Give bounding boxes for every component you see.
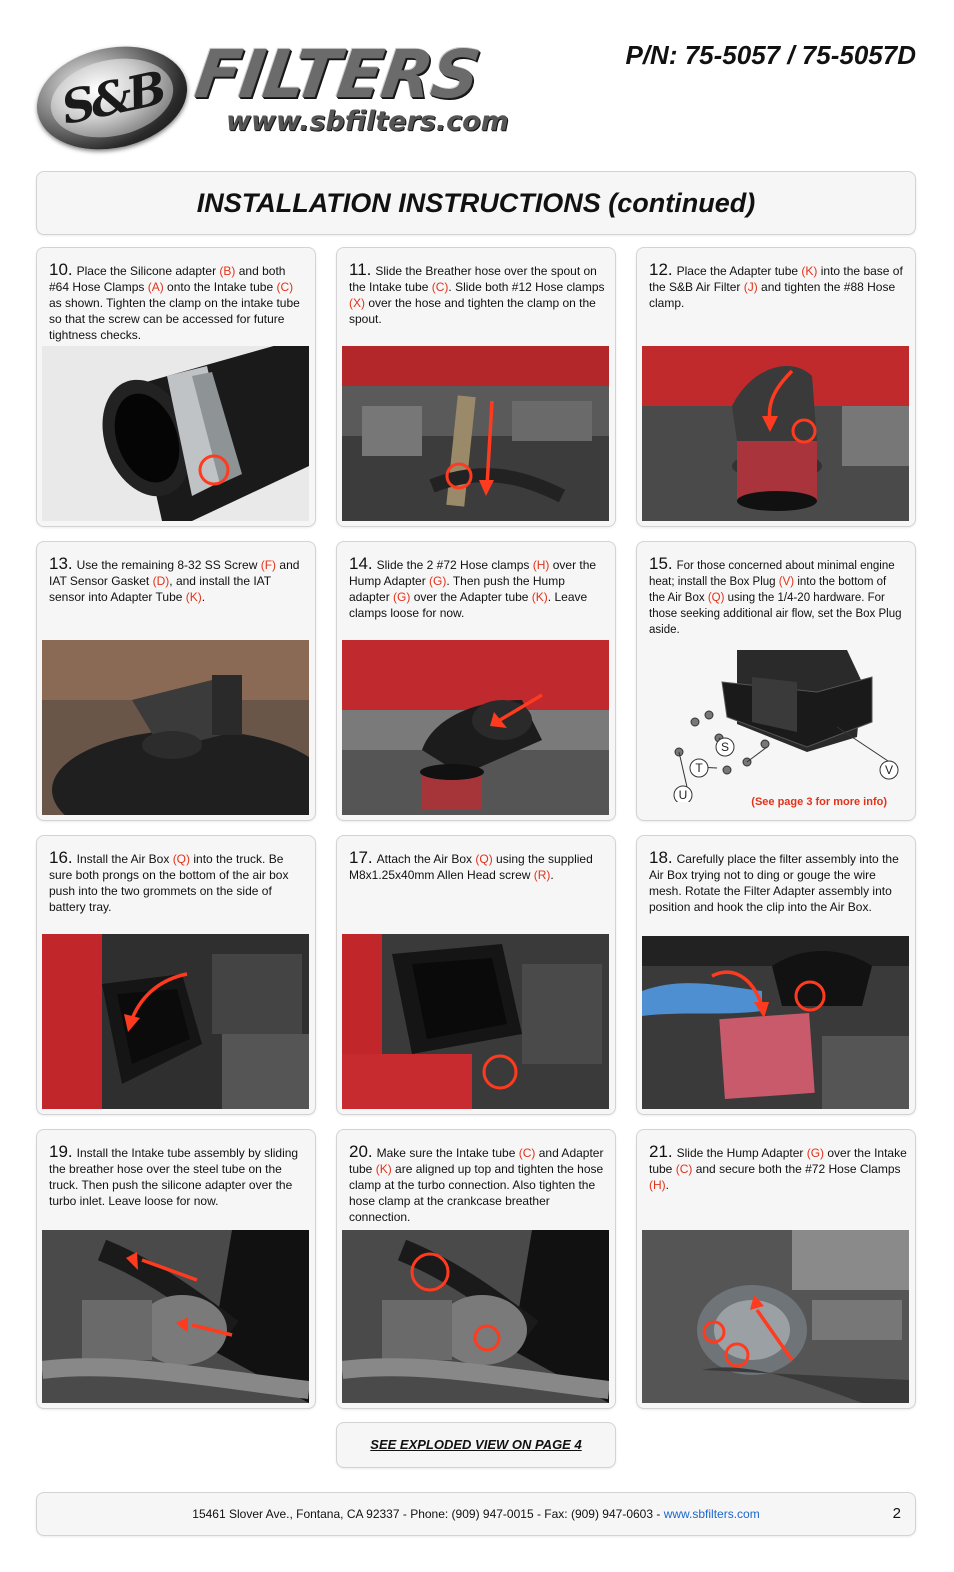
step-14-card [336, 541, 616, 821]
part-reference: (X) [349, 296, 365, 310]
part-reference: (B) [219, 264, 236, 278]
footer-address [37, 1493, 915, 1535]
step-14-text: 14. Slide the 2 #72 Hose clamps (H) over the Hump Adapter (G). Then push the Hump adapter (G) over the Adapter tube (K). Leave clamps loose for now. [349, 554, 597, 620]
step-17-text: 17. Attach the Air Box (Q) using the supplied M8x1.25x40mm Allen Head screw (R). [349, 848, 593, 882]
part-reference: (C) [518, 1146, 536, 1160]
step-20-text: 20. Make sure the Intake tube (C) and Adapter tube (K) are aligned up top and tighten the hose clamp at the turbo connection. Also tighten the hose clamp at the crankcase breather connection. [349, 1142, 604, 1224]
part-reference: (J) [743, 280, 758, 294]
part-number: P/N: 75-5057 / 75-5057D [625, 40, 916, 70]
step-12-card [636, 247, 916, 527]
step-13-text: 13. Use the remaining 8-32 SS Screw (F) and IAT Sensor Gasket (D), and install the IAT sensor into Adapter Tube (K). [49, 554, 300, 604]
step-number: 13. [49, 554, 73, 573]
step-number: 12. [649, 260, 673, 279]
step-number: 21. [649, 1142, 673, 1161]
step-21-text: 21. Slide the Hump Adapter (G) over the Intake tube (C) and secure both the #72 Hose Clamps (H). [649, 1142, 907, 1192]
diagram-label-t: T [695, 761, 703, 775]
step-12-photo [642, 346, 909, 521]
part-reference: (C) [276, 280, 294, 294]
step-number: 20. [349, 1142, 373, 1161]
step-13-card [36, 541, 316, 821]
footer-contact-text: 15461 Slover Ave., Fontana, CA 92337 - Phone: (909) 947-0015 - Fax: (909) 947-0603 - [192, 1507, 664, 1521]
part-reference: (K) [185, 590, 202, 604]
see-page-3-note: (See page 3 for more info) [751, 796, 887, 808]
step-number: 16. [49, 848, 73, 867]
step-20-photo [342, 1230, 609, 1403]
footer-panel [36, 1492, 916, 1536]
part-reference: (G) [806, 1146, 825, 1160]
part-reference: (Q) [475, 852, 493, 866]
sb-filters-logo [36, 36, 516, 152]
step-11-photo [342, 346, 609, 521]
title-panel [36, 171, 916, 235]
step-number: 14. [349, 554, 373, 573]
part-reference: (K) [375, 1162, 392, 1176]
exploded-view-link[interactable]: SEE EXPLODED VIEW ON PAGE 4 [370, 1437, 582, 1452]
part-reference: (V) [778, 576, 795, 588]
step-12-text: 12. Place the Adapter tube (K) into the base of the S&B Air Filter (J) and tighten the #88 Hose clamp. [649, 260, 903, 310]
part-reference: (Q) [172, 852, 191, 866]
step-18-card [636, 835, 916, 1115]
step-16-text: 16. Install the Air Box (Q) into the truck. Be sure both prongs on the bottom of the air box push into the two grommets on the side of battery tray. [49, 848, 289, 914]
step-number: 11. [349, 260, 372, 279]
part-reference: (H) [649, 1178, 666, 1192]
step-13-photo [42, 640, 309, 815]
page-number: 2 [892, 1505, 901, 1522]
step-number: 15. [649, 554, 673, 573]
box-plug-diagram [657, 642, 907, 802]
part-reference: (F) [260, 558, 277, 572]
step-20-card [336, 1129, 616, 1409]
step-number: 10. [49, 260, 73, 279]
part-reference: (C) [675, 1162, 693, 1176]
step-19-card [36, 1129, 316, 1409]
diagram-label-s: S [720, 740, 730, 754]
part-reference: (K) [531, 590, 548, 604]
step-10-card [36, 247, 316, 527]
part-reference: (Q) [707, 592, 725, 604]
exploded-view-panel [336, 1422, 616, 1468]
step-17-card [336, 835, 616, 1115]
part-reference: (H) [532, 558, 550, 572]
logo-wordmark: FILTERS [190, 36, 484, 113]
step-number: 18. [649, 848, 673, 867]
step-number: 19. [49, 1142, 73, 1161]
step-18-text: 18. Carefully place the filter assembly into the Air Box trying not to ding or gouge the wire mesh. Rotate the Filter Adapter assembly into position and hook the clip into the Air Box. [649, 848, 899, 914]
part-reference: (D) [152, 574, 170, 588]
step-10-photo [42, 346, 309, 521]
step-number: 17. [349, 848, 373, 867]
part-reference: (R) [533, 868, 551, 882]
step-18-photo [642, 936, 909, 1109]
step-19-photo [42, 1230, 309, 1403]
diagram-label-u: U [678, 788, 688, 802]
part-reference: (C) [431, 280, 449, 294]
step-16-photo [42, 934, 309, 1109]
page-title: INSTALLATION INSTRUCTIONS (continued) [196, 188, 756, 218]
step-21-photo [642, 1230, 909, 1403]
step-19-text: 19. Install the Intake tube assembly by sliding the breather hose over the steel tube on the truck. Then push the silicone adapter over the turbo inlet. Leave loose for now. [49, 1142, 299, 1208]
part-reference: (A) [147, 280, 164, 294]
step-11-text: 11. Slide the Breather hose over the spout on the Intake tube (C). Slide both #12 Hose clamps (X) over the hose and tighten the clamp on the spout. [349, 260, 605, 326]
step-11-card [336, 247, 616, 527]
logo-initials: S&B [56, 61, 168, 135]
footer-website-link[interactable]: www.sbfilters.com [663, 1507, 760, 1521]
part-reference: (G) [429, 574, 447, 588]
logo-url: www.sbfilters.com [226, 106, 509, 137]
step-15-text: 15. For those concerned about minimal engine heat; install the Box Plug (V) into the bottom of the Air Box (Q) using the 1/4-20 hardware. For those seeking additional air flow, set the Box Plug aside. [649, 554, 902, 636]
part-reference: (G) [393, 590, 411, 604]
part-reference: (K) [801, 264, 818, 278]
step-21-card [636, 1129, 916, 1409]
diagram-label-v: V [884, 763, 894, 777]
step-14-photo [342, 640, 609, 815]
logo-oval [27, 33, 196, 162]
step-17-photo [342, 934, 609, 1109]
step-16-card [36, 835, 316, 1115]
step-10-text: 10. Place the Silicone adapter (B) and both #64 Hose Clamps (A) onto the Intake tube (C) as shown. Tighten the clamp on the intake tube so that the screw can be accessed for future tightness checks. [49, 260, 300, 342]
step-15-card [636, 541, 916, 821]
